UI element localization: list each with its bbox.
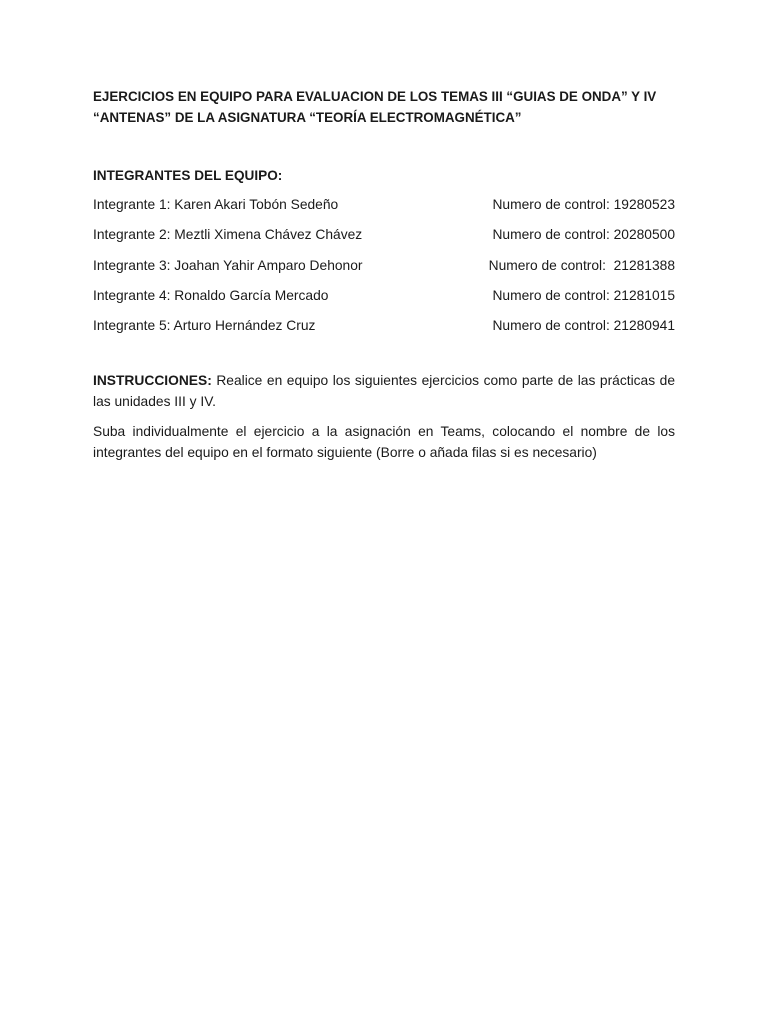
upload-instructions: Suba individualmente el ejercicio a la asignación en Teams, colocando el nombre de los integrantes del equipo en el formato siguiente (Borre o añada filas si es necesario) [93, 424, 675, 461]
instructions-text: Realice en equipo los siguientes ejercicios como parte de las prácticas de las unidades III y IV. [93, 373, 675, 410]
member-name: Integrante 4: Ronaldo García Mercado [93, 287, 329, 303]
member-name: Integrante 2: Meztli Ximena Chávez Chávez [93, 227, 363, 243]
instructions-paragraph [93, 370, 675, 412]
document-page [93, 86, 675, 472]
document-title: EJERCICIOS EN EQUIPO PARA EVALUACION DE LOS TEMAS III “GUIAS DE ONDA” Y IV “ANTENAS” DE LA ASIGNATURA “TEORÍA ELECTROMAGNÉTICA” [93, 89, 657, 125]
member-name: Integrante 3: Joahan Yahir Amparo Dehonor [93, 257, 363, 273]
member-list [93, 195, 675, 346]
member-row-2 [93, 225, 675, 255]
member-control-number: Numero de control: 21281388 [488, 257, 675, 273]
team-heading: INTEGRANTES DEL EQUIPO: [93, 168, 283, 183]
member-control-number: Numero de control: 21281015 [492, 287, 675, 303]
member-control-number: Numero de control: 19280523 [492, 197, 675, 212]
member-name: Integrante 5: Arturo Hernández Cruz [93, 318, 316, 334]
member-control-number: Numero de control: 21280941 [492, 318, 675, 334]
member-row-4 [93, 286, 675, 316]
member-control-number: Numero de control: 20280500 [492, 227, 675, 243]
member-row-5 [93, 316, 675, 346]
member-row-1 [93, 195, 675, 225]
instructions-section [93, 370, 675, 463]
member-row-3 [93, 256, 675, 286]
instructions-label: INSTRUCCIONES: [93, 373, 212, 389]
member-name: Integrante 1: Karen Akari Tobón Sedeño [93, 197, 339, 212]
